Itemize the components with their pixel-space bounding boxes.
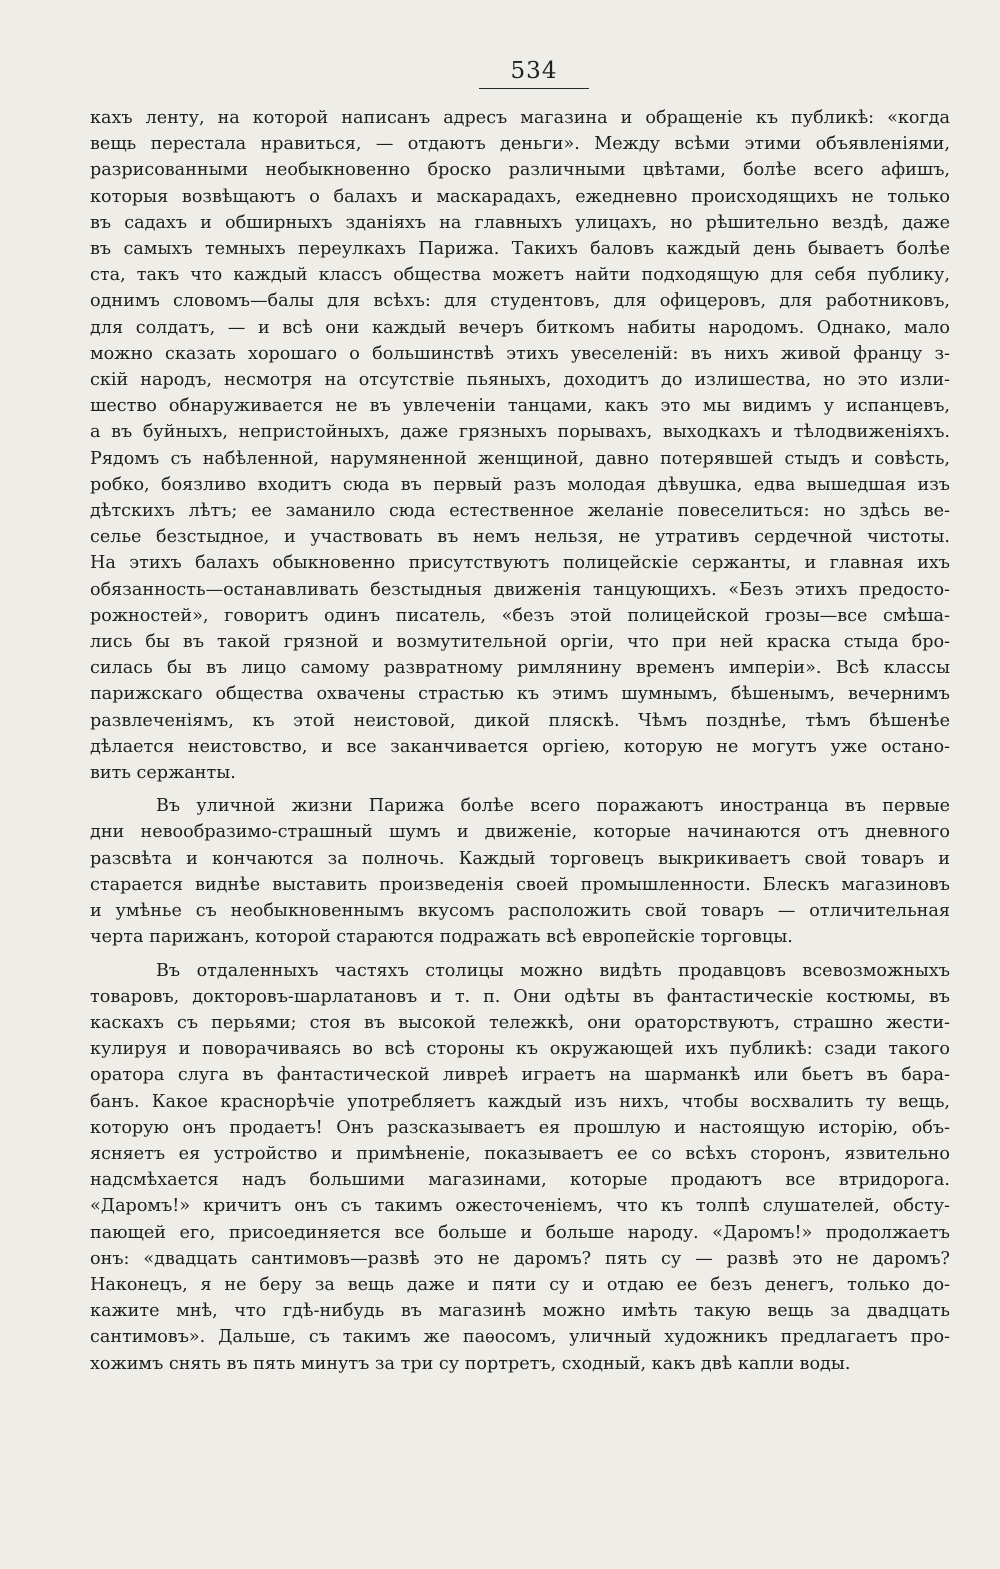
text-line: вещь перестала нравиться, — отдаютъ деньги». Между всѣми этими объявленіями, — [90, 134, 950, 155]
text-line: въ садахъ и обширныхъ зданіяхъ на главныхъ улицахъ, но рѣшительно вездѣ, даже — [90, 212, 950, 233]
text-line: Въ отдаленныхъ частяхъ столицы можно видѣть продавцовъ всевозможныхъ — [156, 960, 950, 981]
text-line: ясняетъ ея устройство и примѣненіе, показываетъ ее со всѣхъ сторонъ, язвительно — [90, 1143, 950, 1164]
paragraph — [90, 958, 950, 1377]
text-line: обязанность—останавливать безстыдныя движенія танцующихъ. «Безъ этихъ предосто- — [90, 579, 950, 600]
text-line: которыя возвѣщаютъ о балахъ и маскарадахъ, ежедневно происходящихъ не только — [90, 186, 950, 207]
text-line: робко, боязливо входитъ сюда въ первый разъ молодая дѣвушка, едва вышедшая изъ — [90, 474, 950, 495]
text-line: лись бы въ такой грязной и возмутительной оргіи, что при ней краска стыда бро- — [90, 632, 950, 653]
text-line: селье безстыдное, и участвовать въ немъ нельзя, не утративъ сердечной чистоты. — [90, 527, 950, 548]
text-line: рожностей», говоритъ одинъ писатель, «безъ этой полицейской грозы—все смѣша- — [90, 605, 950, 626]
text-line: оратора слуга въ фантастической ливреѣ играетъ на шарманкѣ или бьетъ въ бара- — [90, 1065, 950, 1086]
page-number: 534 — [510, 58, 558, 84]
text-line: въ самыхъ темныхъ переулкахъ Парижа. Такихъ баловъ каждый день бываетъ болѣе — [90, 239, 950, 260]
text-line: кахъ ленту, на которой написанъ адресъ магазина и обращеніе къ публикѣ: «когда — [90, 108, 950, 128]
text-line: для солдатъ, — и всѣ они каждый вечеръ биткомъ набиты народомъ. Однако, мало — [90, 317, 950, 338]
text-line: черта парижанъ, которой стараются подражать всѣ европейскіе торговцы. — [90, 927, 793, 948]
text-line: Рядомъ съ набѣленной, нарумяненной женщиной, давно потерявшей стыдъ и совѣсть, — [90, 448, 950, 469]
paragraph — [90, 105, 950, 786]
text-line: разсвѣта и кончаются за полночь. Каждый торговецъ выкрикиваетъ свой товаръ и — [90, 848, 950, 869]
text-line: кажите мнѣ, что гдѣ-нибудь въ магазинѣ можно имѣть такую вещь за двадцать — [90, 1301, 950, 1322]
text-line: онъ: «двадцать сантимовъ—развѣ это не даромъ? пять су — развѣ это не даромъ? — [90, 1248, 950, 1269]
text-line: пающей его, присоединяется все больше и больше народу. «Даромъ!» продолжаетъ — [90, 1222, 950, 1243]
body-text — [90, 105, 950, 1377]
text-line: дѣлается неистовство, и все заканчивается оргіею, которую не могутъ уже остано- — [90, 736, 950, 757]
text-line: шество обнаруживается не въ увлеченіи танцами, какъ это мы видимъ у испанцевъ, — [90, 396, 950, 417]
text-line: и умѣнье съ необыкновеннымъ вкусомъ расположить свой товаръ — отличительная — [90, 901, 950, 922]
text-line: товаровъ, докторовъ-шарлатановъ и т. п. Они одѣты въ фантастическіе костюмы, въ — [90, 986, 950, 1007]
text-line: парижскаго общества охвачены страстью къ этимъ шумнымъ, бѣшенымъ, вечернимъ — [90, 684, 950, 705]
text-line: дни невообразимо-страшный шумъ и движеніе, которые начинаются отъ дневного — [90, 822, 950, 843]
text-line: кулируя и поворачиваясь во всѣ стороны къ окружающей ихъ публикѣ: сзади такого — [90, 1039, 950, 1060]
text-line: вить сержанты. — [90, 763, 236, 784]
text-line: сантимовъ». Дальше, съ такимъ же паѳосомъ, уличный художникъ предлагаетъ про- — [90, 1327, 950, 1348]
text-line: которую онъ продаетъ! Онъ разсказываетъ ея прошлую и настоящую исторію, объ- — [90, 1117, 950, 1138]
text-line: старается виднѣе выставить произведенія своей промышленности. Блескъ магазиновъ — [90, 874, 950, 895]
text-line: развлеченіямъ, къ этой неистовой, дикой пляскѣ. Чѣмъ позднѣе, тѣмъ бѣшенѣе — [90, 710, 950, 731]
text-line: На этихъ балахъ обыкновенно присутствуютъ полицейскіе сержанты, и главная ихъ — [90, 553, 950, 574]
paragraph — [90, 793, 950, 950]
text-line: однимъ словомъ—балы для всѣхъ: для студентовъ, для офицеровъ, для работниковъ, — [90, 291, 950, 312]
page-number-rule — [479, 88, 589, 89]
text-line: надсмѣхается надъ большими магазинами, которые продаютъ все втридорога. — [90, 1170, 950, 1191]
text-line: «Даромъ!» кричитъ онъ съ такимъ ожесточеніемъ, что къ толпѣ слушателей, обсту- — [90, 1196, 950, 1217]
text-line: силась бы въ лицо самому развратному римлянину временъ имперіи». Всѣ классы — [90, 658, 950, 679]
text-line: дѣтскихъ лѣтъ; ее заманило сюда естественное желаніе повеселиться: но здѣсь ве- — [90, 501, 950, 522]
text-line: ста, такъ что каждый классъ общества можетъ найти подходящую для себя публику, — [90, 265, 950, 286]
text-line: банъ. Какое краснорѣчіе употребляетъ каждый изъ нихъ, чтобы восхвалить ту вещь, — [90, 1091, 950, 1112]
text-line: хожимъ снять въ пять минутъ за три су портретъ, сходный, какъ двѣ капли воды. — [90, 1353, 851, 1374]
text-line: а въ буйныхъ, непристойныхъ, даже грязныхъ порывахъ, выходкахъ и тѣлодвиженіяхъ. — [90, 422, 950, 443]
text-line: Наконецъ, я не беру за вещь даже и пяти су и отдаю ее безъ денегъ, только до- — [90, 1274, 950, 1295]
text-line: скій народъ, несмотря на отсутствіе пьяныхъ, доходитъ до излишества, но это изли- — [90, 370, 950, 391]
text-line: Въ уличной жизни Парижа болѣе всего поражаютъ иностранца въ первые — [156, 796, 950, 817]
text-line: разрисованными необыкновенно броско различными цвѣтами, болѣе всего афишъ, — [90, 160, 950, 181]
text-line: можно сказать хорошаго о большинствѣ этихъ увеселеній: въ нихъ живой францу з- — [90, 343, 950, 364]
text-line: каскахъ съ перьями; стоя въ высокой тележкѣ, они ораторствуютъ, страшно жести- — [90, 1012, 950, 1033]
